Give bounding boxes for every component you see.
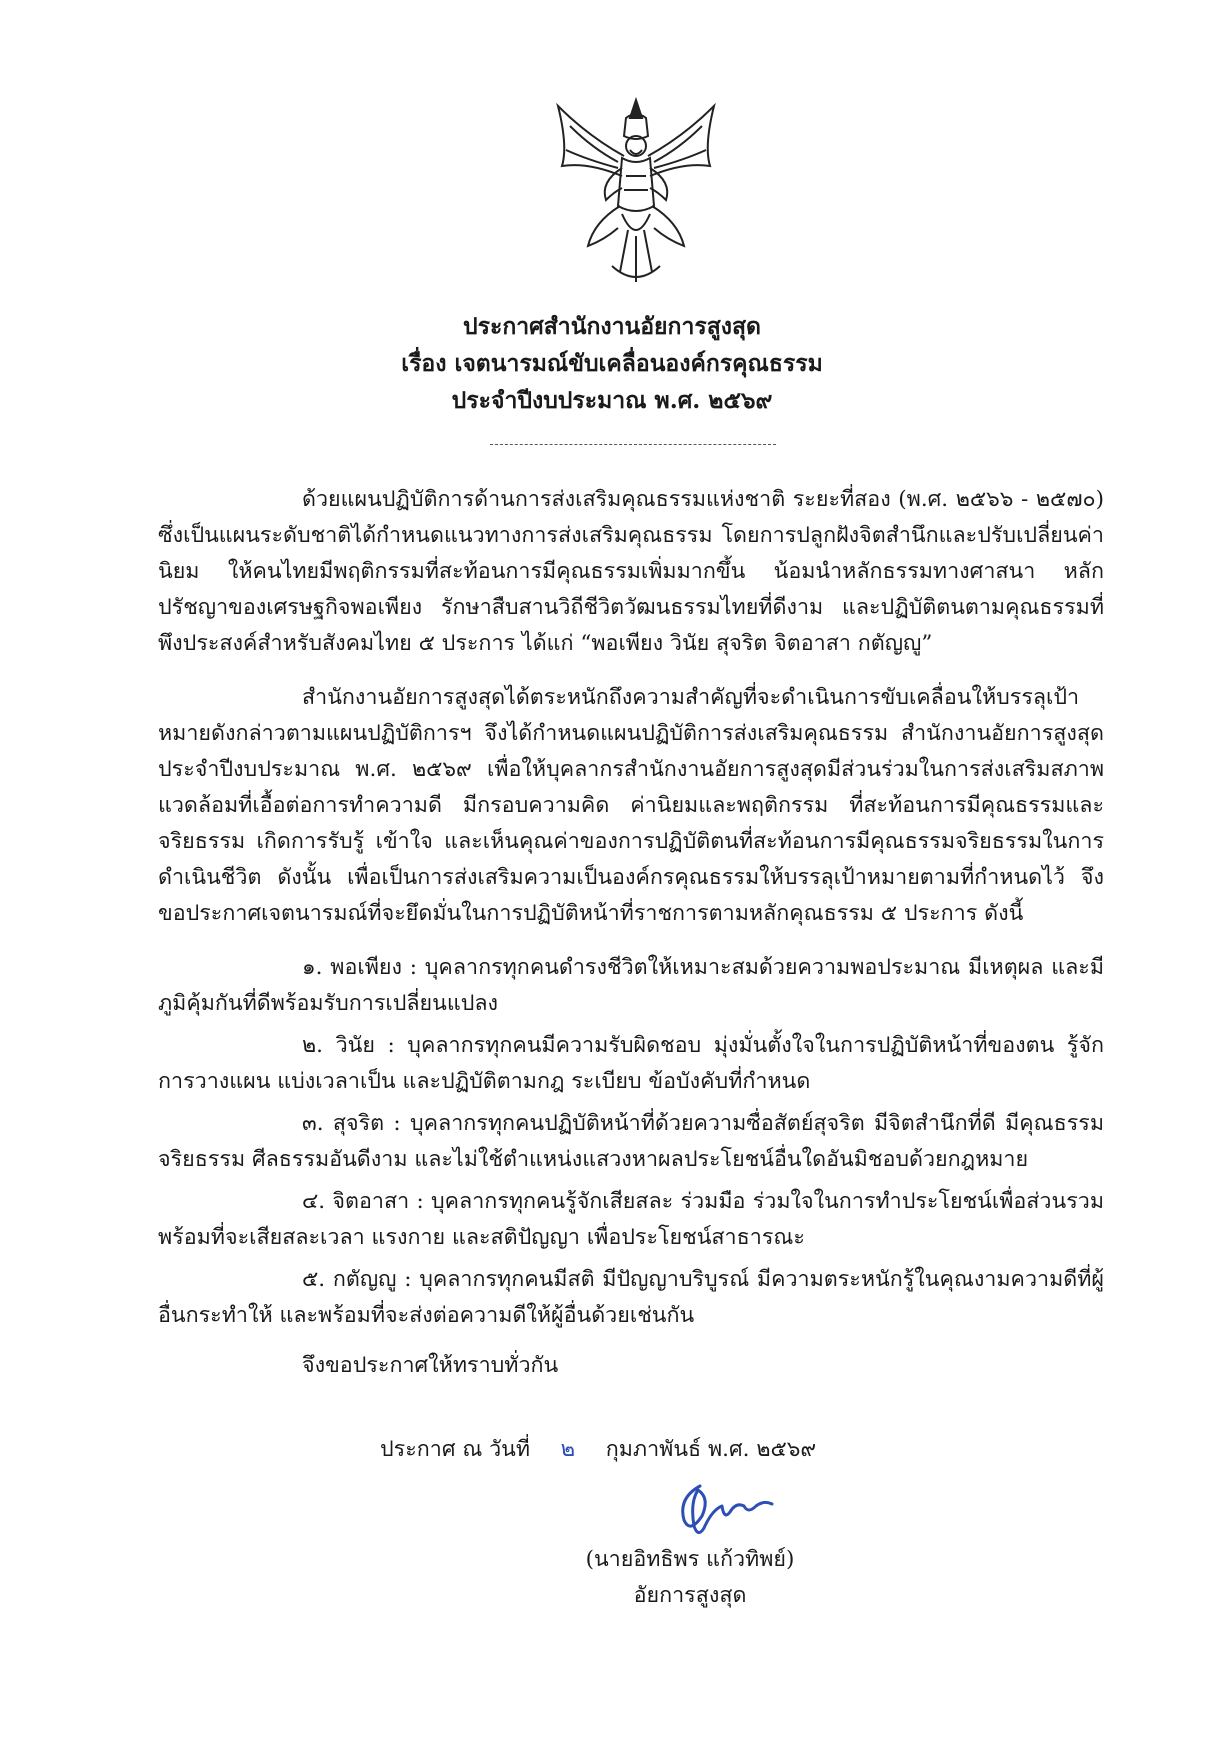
signer-name: (นายอิทธิพร แก้วทิพย์) xyxy=(585,1547,795,1572)
principle-item-1: ๑. พอเพียง : บุคลากรทุกคนดำรงชีวิตให้เหมาะสมด้วยความพอประมาณ มีเหตุผล และมีภูมิคุ้มกันที่ดีพร้อมรับการเปลี่ยนแปลง xyxy=(158,955,1104,1016)
title-divider xyxy=(490,444,776,445)
title-line-2: เรื่อง เจตนารมณ์ขับเคลื่อนองค์กรคุณธรรม xyxy=(401,350,823,377)
handwritten-signature-icon xyxy=(660,1476,780,1540)
principle-item-3: ๓. สุจริต : บุคลากรทุกคนปฏิบัติหน้าที่ด้วยความซื่อสัตย์สุจริต มีจิตสำนึกที่ดี มีคุณธรรม จริยธรรม ศีลธรรมอันดีงาม และไม่ใช้ตำแหน่งแสวงหาผลประโยชน์อื่นใดอันมิชอบด้วยกฎหมาย xyxy=(158,1111,1104,1172)
body-paragraph-2: สำนักงานอัยการสูงสุดได้ตระหนักถึงความสำคัญที่จะดำเนินการขับเคลื่อนให้บรรลุเป้าหมายดังกล่าวตามแผนปฏิบัติการฯ จึงได้กำหนดแผนปฏิบัติการส่งเสริมคุณธรรม สำนักงานอัยการสูงสุด ประจำปีงบประมาณ พ.ศ. ๒๕๖๙ เพื่อให้บุคลากรสำนักงานอัยการสูงสุดมีส่วนร่วมในการส่งเสริมสภาพแวดล้อมที่เอื้อต่อการทำความดี มีกรอบความคิด ค่านิยมและพฤติกรรม ที่สะท้อนการมีคุณธรรมและจริยธรรม เกิดการรับรู้ เข้าใจ และเห็นคุณค่าของการปฏิบัติตนที่สะท้อนการมีคุณธรรมจริยธรรมในการดำเนินชีวิต ดังนั้น เพื่อเป็นการส่งเสริมความเป็นองค์กรคุณธรรมให้บรรลุเป้าหมายตามที่กำหนดไว้ จึงขอประกาศเจตนารมณ์ที่จะยึดมั่นในการปฏิบัติหน้าที่ราชการตามหลักคุณธรรม ๕ ประการ ดังนี้ xyxy=(158,685,1104,926)
closing-line: จึงขอประกาศให้ทราบทั่วกัน xyxy=(302,1353,559,1378)
date-day: ๒ xyxy=(560,1437,576,1462)
principle-item-2: ๒. วินัย : บุคลากรทุกคนมีความรับผิดชอบ มุ่งมั่นตั้งใจในการปฏิบัติหน้าที่ของตน รู้จักการวางแผน แบ่งเวลาเป็น และปฏิบัติตามกฎ ระเบียบ ข้อบังคับที่กำหนด xyxy=(158,1033,1104,1094)
principle-item-4: ๔. จิตอาสา : บุคลากรทุกคนรู้จักเสียสละ ร่วมมือ ร่วมใจในการทำประโยชน์เพื่อส่วนรวม พร้อมที่จะเสียสละเวลา แรงกาย และสติปัญญา เพื่อประโยชน์สาธารณะ xyxy=(158,1189,1104,1250)
garuda-emblem-icon xyxy=(548,96,724,288)
announcement-title xyxy=(300,308,924,419)
title-line-1: ประกาศสำนักงานอัยการสูงสุด xyxy=(463,313,761,340)
body-paragraph-1: ด้วยแผนปฏิบัติการด้านการส่งเสริมคุณธรรมแห่งชาติ ระยะที่สอง (พ.ศ. ๒๕๖๖ - ๒๕๗๐) ซึ่งเป็นแผนระดับชาติได้กำหนดแนวทางการส่งเสริมคุณธรรม โดยการปลูกฝังจิตสำนึกและปรับเปลี่ยนค่านิยม ให้คนไทยมีพฤติกรรมที่สะท้อนการมีคุณธรรมเพิ่มมากขึ้น น้อมนำหลักธรรมทางศาสนา หลักปรัชญาของเศรษฐกิจพอเพียง รักษาสืบสานวิถีชีวิตวัฒนธรรมไทยที่ดีงาม และปฏิบัติตนตามคุณธรรมที่พึงประสงค์สำหรับสังคมไทย ๕ ประการ ได้แก่ “พอเพียง วินัย สุจริต จิตอาสา กตัญญู” xyxy=(158,487,1104,656)
signer-block xyxy=(560,1542,820,1614)
title-line-3: ประจำปีงบประมาณ พ.ศ. ๒๕๖๙ xyxy=(451,387,773,414)
announcement-body xyxy=(158,482,1104,1384)
date-prefix: ประกาศ ณ วันที่ xyxy=(380,1437,531,1462)
announcement-date xyxy=(380,1432,816,1468)
principle-item-5: ๕. กตัญญู : บุคลากรทุกคนมีสติ มีปัญญาบริบูรณ์ มีความตระหนักรู้ในคุณงามความดีที่ผู้อื่นกระทำให้ และพร้อมที่จะส่งต่อความดีให้ผู้อื่นด้วยเช่นกัน xyxy=(158,1267,1104,1328)
signer-position: อัยการสูงสุด xyxy=(633,1583,747,1608)
date-suffix: กุมภาพันธ์ พ.ศ. ๒๕๖๙ xyxy=(605,1437,817,1462)
